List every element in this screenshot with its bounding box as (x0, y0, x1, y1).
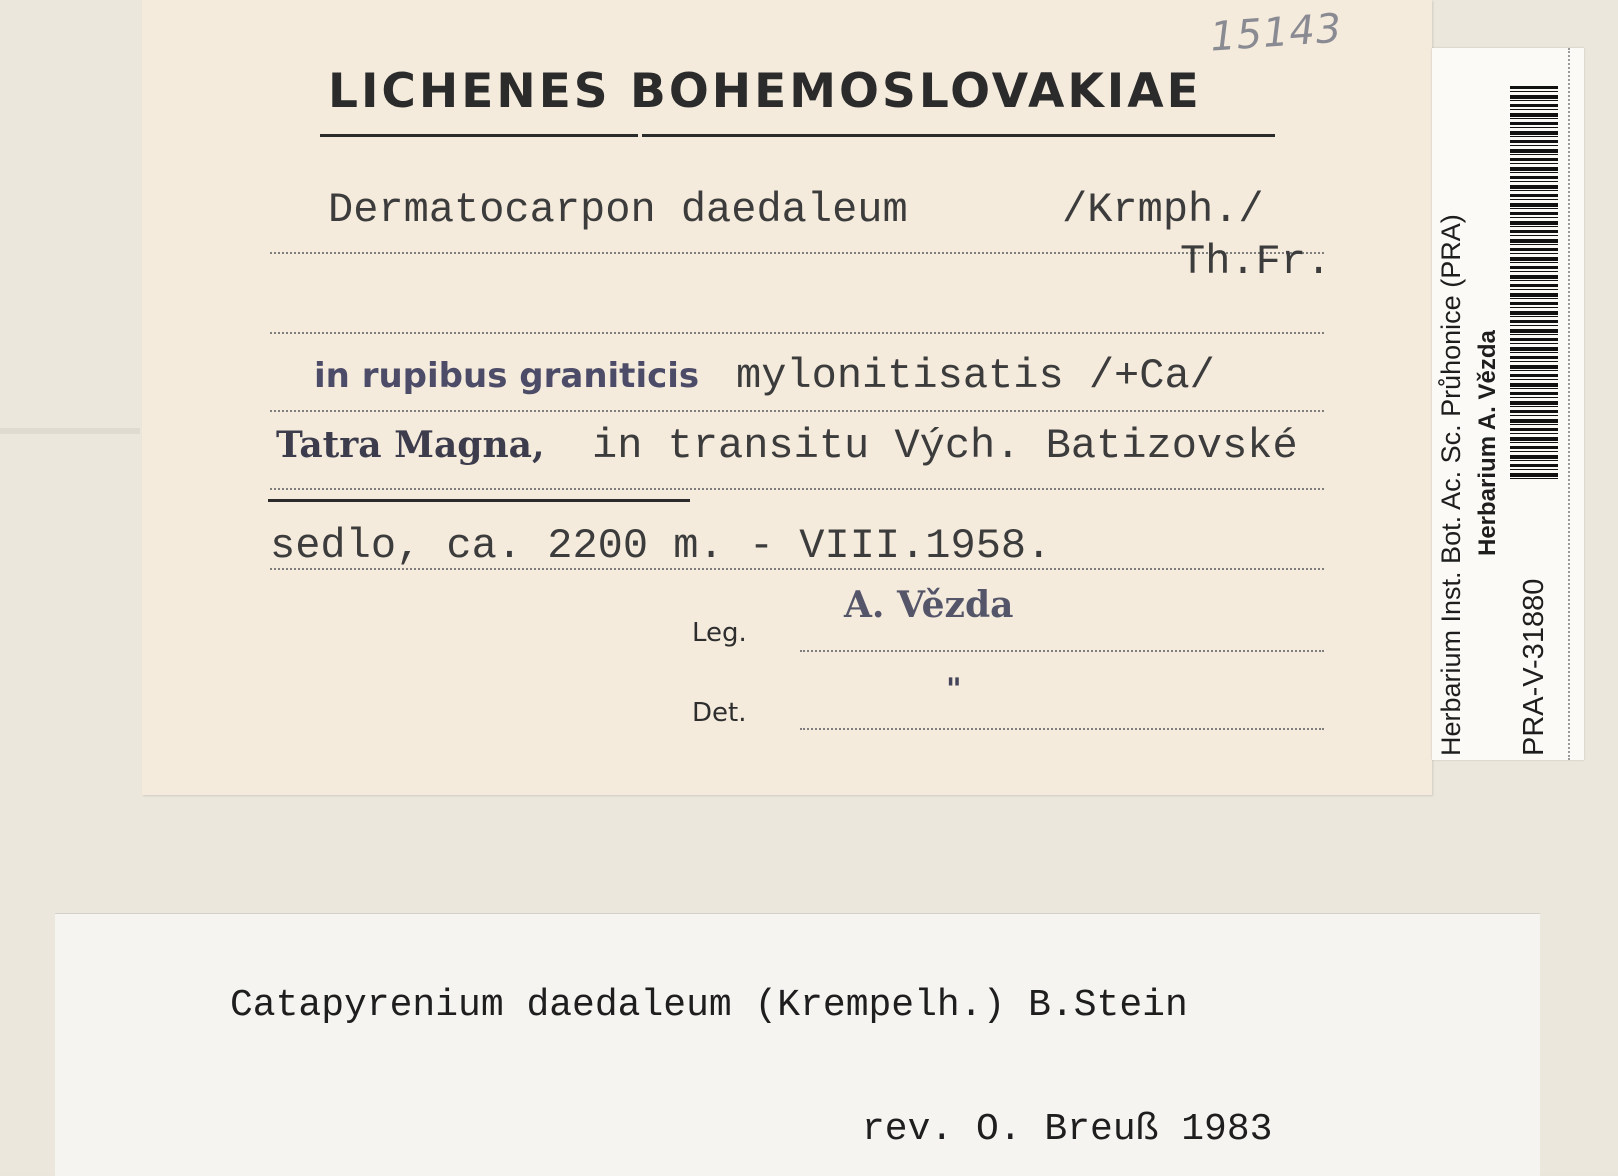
strip-perforation (1568, 48, 1570, 760)
det-label: Det. (692, 698, 747, 728)
taxon-author-line2: Th.Fr. (1180, 238, 1332, 286)
dotted-line-1 (270, 252, 1324, 254)
leg-label: Leg. (692, 618, 747, 648)
title-rule-left (320, 134, 638, 137)
dotted-line-5 (270, 568, 1324, 570)
collector-name: A. Vězda (844, 584, 1014, 626)
strip-specimen-id: PRA-V-31880 (1518, 578, 1550, 756)
determiner-ditto: " (946, 672, 962, 707)
barcode (1510, 86, 1558, 482)
revision-label (55, 913, 1540, 1176)
revision-reviser: rev. O. Breuß 1983 (862, 1108, 1273, 1151)
habitat-stamped: in rupibus graniticis (314, 356, 700, 396)
det-dotted-line (800, 728, 1324, 730)
strip-institution: Herbarium Inst. Bot. Ac. Sc. Průhonice (PRA) (1436, 214, 1466, 756)
series-title: LICHENES BOHEMOSLOVAKIAE (328, 64, 1202, 119)
locality-typed: in transitu Vých. Batizovské (592, 422, 1298, 470)
dotted-line-4 (270, 488, 1324, 490)
leg-dotted-line (800, 650, 1324, 652)
revision-taxon: Catapyrenium daedaleum (Krempelh.) B.Stein (230, 984, 1188, 1027)
catalog-number: 15143 (1208, 5, 1344, 61)
title-rule-right (642, 134, 1275, 137)
dotted-line-2 (270, 332, 1324, 334)
taxon-author-line1: /Krmph./ (1062, 186, 1264, 234)
locality-line2: sedlo, ca. 2200 m. - VIII.1958. (270, 522, 1052, 570)
taxon-name: Dermatocarpon daedaleum (328, 186, 908, 234)
strip-collection: Herbarium A. Vězda (1474, 330, 1501, 556)
dotted-line-3 (270, 410, 1324, 412)
locality-stamped: Tatra Magna, (276, 424, 545, 466)
sheet-fold-shadow (0, 428, 140, 434)
locality-underline (268, 499, 690, 502)
habitat-typed: mylonitisatis /+Ca/ (736, 352, 1215, 400)
